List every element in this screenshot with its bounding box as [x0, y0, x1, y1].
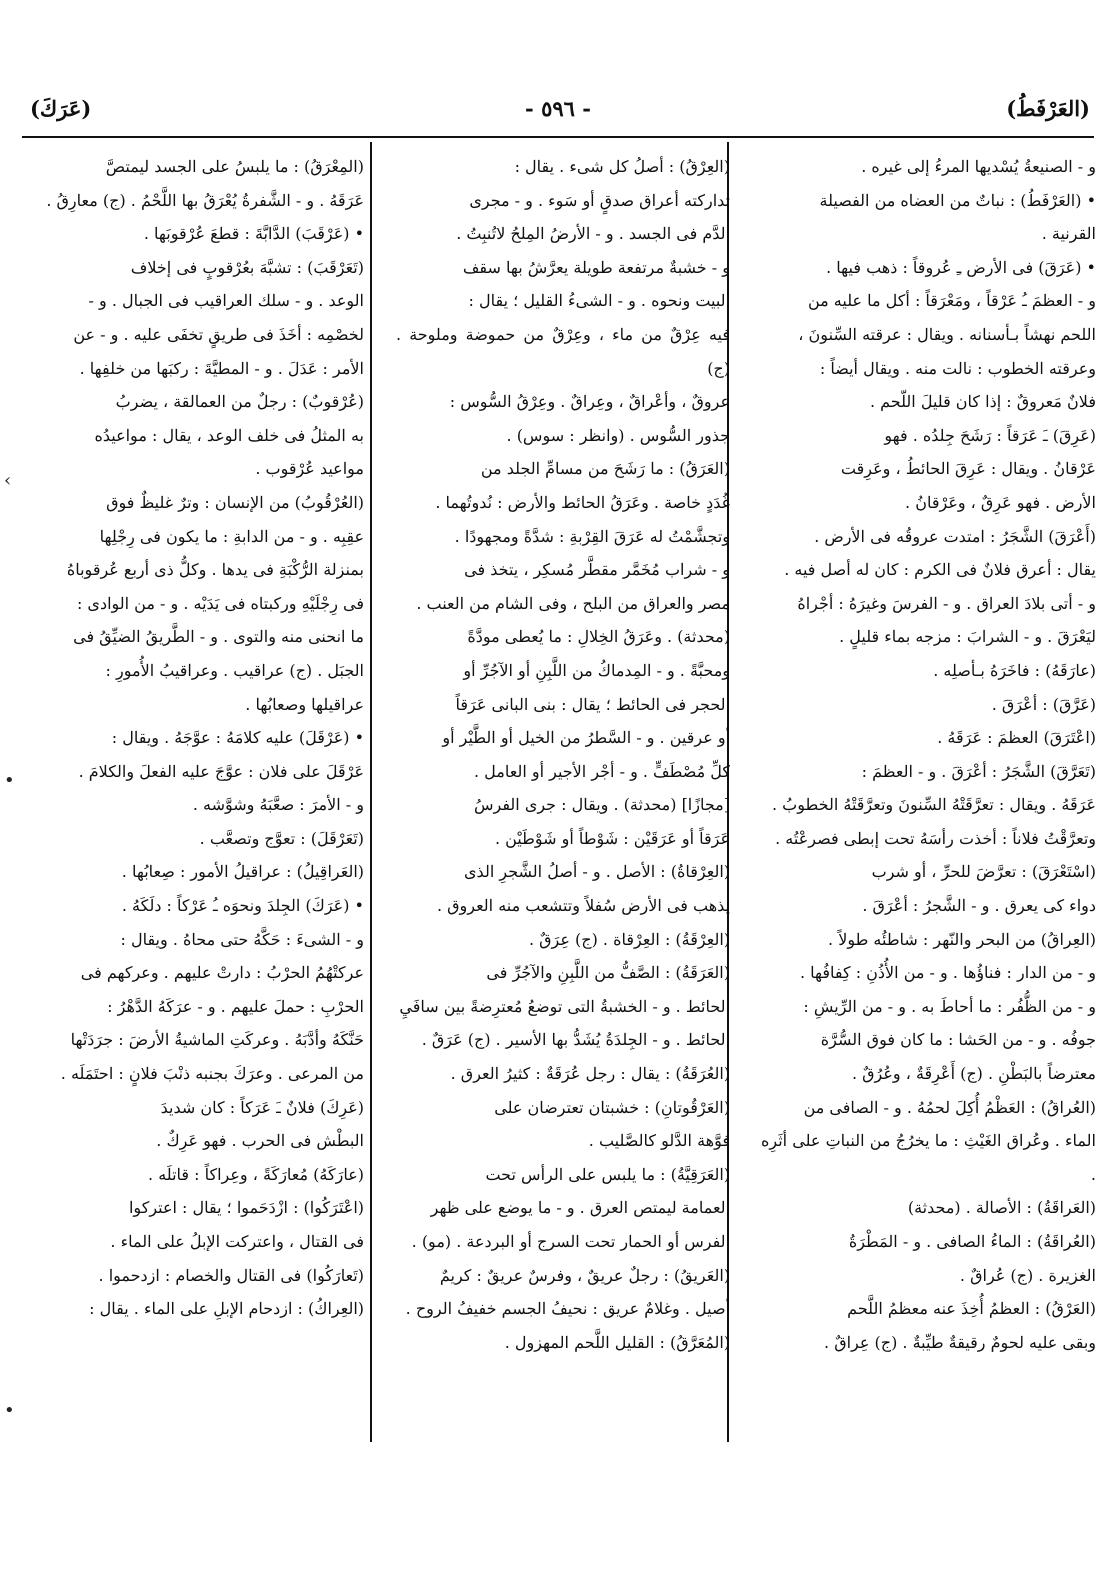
- entry-line: كلِّ مُصْطَفٍّ . و - أجْر الأجير أو العامل .: [474, 761, 730, 781]
- entry-line: الجبَل . (ج) عراقيب . وعراقيبُ الأُمورِ :: [105, 660, 364, 680]
- entry-line: و - الأمرَ : صعَّبَهُ وشوَّشه .: [192, 795, 364, 815]
- column-1: [761, 150, 1096, 1359]
- entry-line: (العَريقُ) : رجلٌ عريقٌ ، وفرسٌ عريقٌ : كريمٌ: [439, 1265, 730, 1285]
- entry-line: (العُرْقُوبُ) من الإنسان : وترٌ غليظٌ فوق: [106, 492, 364, 512]
- entry-line: [مجازًا] (محدثة) . ويقال : جرى الفرسُ: [473, 795, 730, 815]
- entry-line: (عُرْقوبٌ) : رجلٌ من العمالقة ، يضربُ: [115, 392, 364, 412]
- entry-line: (العَراقَةُ) : الأصالة . (محدثة): [907, 1198, 1096, 1218]
- entry-line: • (عَرْقَلَ) عليه كلامَهُ : عوَّجَهُ . ويقال :: [111, 728, 364, 748]
- entry-line: (العِراكُ) : ازدحام الإبلِ على الماء . يقال :: [89, 1299, 364, 1319]
- entry-line: (اعْتَرَكُوا) : ازْدَحَموا ؛ يقال : اعتركوا: [128, 1198, 364, 1218]
- entry-line: (العَرْقُ) : العظمُ أُخِذَ عنه معظمُ اللَّحم: [847, 1299, 1096, 1319]
- entry-line: الدَّم فى الجسد . و - الأرضُ المِلحُ لاتُنبِتُ .: [456, 224, 730, 244]
- entry-line: (العِرْقُ) : أصلُ كل شىء . يقال :: [514, 157, 730, 176]
- column-3: [30, 150, 364, 1326]
- entry-line: وعرقته الخطوب : نالت منه . ويقال أيضاً :: [819, 358, 1096, 378]
- entry-line: الأرض . فهو عَرِقٌ ، وعَرْقانُ .: [905, 492, 1096, 512]
- entry-line: مواعيد عُرْقوب .: [255, 459, 364, 479]
- entry-line: و - خشبةٌ مرتفعة طويلة يعرَّشُ بها سقف: [462, 257, 730, 277]
- entry-line: به المثلُ فى خلف الوعد ، يقال : مواعيدُه: [94, 425, 364, 445]
- entry-line: و - من الظُّفُر : ما أحاطَ به . و - من الرِّيشِ :: [803, 996, 1096, 1016]
- entry-line: الحائط . و - الجِلدَةُ يُشَدُّ بها الأسير . (ج) عَرَقٌ .: [421, 1030, 730, 1050]
- entry-line: (تَعارَكُوا) فى القتال والخصام : ازدحموا .: [98, 1265, 364, 1285]
- entry-line: • (عَرَقَ) فى الأرض ـِ عُروقاً : ذهب فيها .: [826, 257, 1096, 277]
- entry-line: ما انحنى منه والتوى . و - الطَّريقُ الضيِّقُ فى: [73, 627, 364, 647]
- entry-line: فى القتال ، واعتركت الإبلُ على الماء .: [110, 1232, 364, 1251]
- entry-line: (العَرَقِيَّةُ) : ما يلبس على الرأس تحت: [485, 1164, 730, 1184]
- entry-line: معترضاً بالبَطْنِ . (ج) أَعْرِقَةٌ ، وعُرُقٌ .: [851, 1064, 1096, 1084]
- header-last-entry: (عَرَكَ): [30, 96, 92, 121]
- entry-line: (العَراقِيلُ) : عراقيلُ الأمور : صِعابُها .: [121, 862, 364, 882]
- entry-line: (العَرَقَةُ) : الصَّفُّ من اللَّبِنِ والآجُرِّ فى: [486, 963, 730, 983]
- entry-line: (العَرَقُ) : ما رَشَحَ من مسامِّ الجلد من: [480, 459, 730, 479]
- entry-line: وتعرَّقْتُ فلاناً : أخذت رأسَهُ تحت إبطى فصرعْتُه .: [775, 828, 1096, 848]
- entry-line: (تَعَرْقَبَ) : تشبَّهَ بعُرْقوبٍ فى إخلاف: [130, 257, 364, 277]
- entry-line: • (عَرَكَ) الجِلدَ ونحوَه ـُ عَرْكاً : دلَكَهُ .: [121, 896, 364, 916]
- entry-line: عَرْقَلَ على فلان : عوَّجَ عليه الفعلَ والكلامَ .: [78, 761, 364, 781]
- entry-line: فيه عِرْقٌ من ماء ، وعِرْقٌ من حموضة وملوحة . (ج): [396, 324, 730, 378]
- entry-line: عراقيلها وصعابُها .: [245, 694, 364, 714]
- entry-line: الغزيرة . (ج) عُراقٌ .: [959, 1265, 1096, 1285]
- entry-line: عقِبِه . و - من الدابةِ : ما يكون فى رِجْلِها: [99, 526, 364, 546]
- entry-line: اللحم نهشاً بـأسنانه . ويقال : عرقته السِّنونَ ،: [798, 324, 1096, 344]
- column-separator: [370, 142, 372, 1442]
- entry-line: العمامة ليمتص العرق . و - ما يوضع على ظهر: [430, 1198, 730, 1218]
- entry-line: • (عَرْقَبَ) الدَّابَّةَ : قطعَ عُرْقوبَها .: [143, 224, 364, 244]
- entry-line: (تَعَرَّقَ) الشَّجَرُ : أعْرَقَ . و - العظمَ :: [861, 761, 1096, 781]
- entry-line: عَرَقَهُ . و - الشَّفرةُ يُعْرَقُ بها اللَّحْمُ . (ج) معارِقُ .: [46, 190, 364, 210]
- entry-line: (أَعْرَقَ) الشَّجَرُ : امتدت عروقُه فى الأرض .: [814, 526, 1096, 546]
- entry-line: غُدَدٍ خاصة . وعَرَقُ الحائط والأرض : نُدوتُهما .: [435, 492, 730, 512]
- entry-line: و - العظمَ ـُ عَرْقاً ، ومَعْرَقاً : أكل ما عليه من: [807, 291, 1096, 311]
- entry-line: (العِراقُ) من البحر والنّهر : شاطئُه طولاً .: [828, 929, 1096, 949]
- entry-line: (اسْتَعْرَقَ) : تعرَّضَ للحرِّ ، أو شرب: [871, 862, 1096, 882]
- entry-line: (العُرَقَةُ) : يقال : رجل عُرَقَةٌ : كثيرُ العرق .: [450, 1064, 730, 1084]
- entry-line: (عارَقَهُ) : فاخَرَهُ بـأصلِه .: [933, 660, 1096, 680]
- entry-line: عَرَقَهُ . ويقال : تعرَّقَتْهُ السِّنونَ وتعرَّقَتْهُ الخطوبُ .: [772, 795, 1096, 815]
- entry-line: البطْش فى الحرب . فهو عَرِكٌ .: [156, 1131, 364, 1151]
- entry-line: (العِرْقاةُ) : الأصل . و - أصلُ الشَّجرِ الذى: [464, 862, 730, 882]
- entry-line: (العِرْقَةُ) : العِرْقاة . (ج) عِرَقٌ .: [528, 929, 730, 949]
- entry-line: يذهب فى الأرض سُفلاً وتتشعب منه العروق .: [436, 896, 730, 916]
- entry-line: تداركته أعراق صدقٍ أو سَوء . و - مجرى: [469, 190, 730, 210]
- entry-line: (عَرَّقَ) : أعْرَقَ .: [991, 694, 1096, 714]
- entry-line: و - شراب مُخَمَّر مقطَّر مُسكِر ، يتخذ فى: [464, 560, 730, 580]
- header-first-entry: (العَرْفَطُ): [1006, 96, 1090, 121]
- entry-line: الوعد . و - سلك العراقيب فى الجبال . و -: [88, 291, 364, 311]
- entry-line: و - الصنيعةُ يُسْديها المرءُ إلى غيره .: [861, 157, 1096, 176]
- entry-line: لخصْمِه : أخَذَ فى طريقٍ تخفَى عليه . و - عن: [73, 324, 364, 344]
- entry-line: (المِعْرَقُ) : ما يلبسُ على الجسد ليمتصَّ: [105, 157, 364, 176]
- entry-line: و - أتى بلادَ العراق . و - الفرسَ وغيرَهُ : أجْراهُ: [797, 593, 1096, 613]
- entry-line: (العُراقَةُ) : الماءُ الصافى . و - المَطْرَةُ: [848, 1232, 1096, 1251]
- entry-line: يقال : أعرق فلانٌ فى الكرم : كان له أصل فيه .: [784, 560, 1096, 580]
- entry-line: (اعْتَرَقَ) العظمَ : عَرَقَهُ .: [937, 728, 1096, 748]
- entry-line: جذور السُّوس . (وانظر : سوس) .: [506, 425, 730, 445]
- entry-line: بمنزلة الرُّكْبَةِ فى يدها . وكلُّ ذى أربع عُرقوباهُ: [66, 560, 364, 580]
- entry-line: الفرس أو الحمار تحت السرج أو البردعة . (مو) .: [411, 1232, 730, 1251]
- entry-line: ليَعْرَقَ . و - الشرابَ : مزجه بماء قليلٍ .: [839, 627, 1096, 647]
- entry-line: وتجشَّمْتُ له عَرَقَ القِرْبةِ : شدَّةً ومجهودًا .: [454, 526, 730, 546]
- entry-line: (عَرِقَ) ـَ عَرَقاً : رَشَحَ جِلدُه . فهو: [884, 425, 1096, 445]
- entry-line: مصر والعراق من البلح ، وفى الشام من العنب .: [416, 593, 730, 613]
- entry-line: القرنية .: [1041, 224, 1096, 244]
- entry-line: عروقٌ ، وأعْراقٌ ، وعِراقٌ . وعِرْقُ السُّوس :: [449, 392, 730, 412]
- entry-line: و - من الدار : فناؤُها . و - من الأُذُنِ : كِفافُها .: [799, 963, 1096, 983]
- entry-line: حَنَّكَهُ وأدَّبَهُ . وعركَتِ الماشيةُ الأرضَ : جرَدَتْها: [70, 1030, 364, 1050]
- page-header: [22, 96, 1094, 132]
- entry-line: ومحبَّةً . و - المِدماكُ من اللَّبِنِ أو الآجُرِّ أو: [463, 660, 730, 680]
- entry-line: (المُعَرَّقُ) : القليل اللَّحم المهزول .: [504, 1332, 730, 1352]
- entry-line: البيت ونحوه . و - الشىءُ القليل ؛ يقال :: [468, 291, 730, 311]
- entry-line: دواء كى يعرق . و - الشَّجرُ : أعْرَقَ .: [862, 896, 1096, 916]
- entry-line: عركتْهُمُ الحرْبُ : دارتْ عليهم . وعركهم فى: [80, 963, 364, 983]
- entry-line: الحائط . و - الخشبةُ التى توضعُ مُعترِضةً بين سافَيِ: [399, 996, 730, 1016]
- margin-mark: •: [4, 770, 15, 791]
- entry-line: • (العَرْفَطُ) : نباتٌ من العضاه من الفصيلة: [819, 190, 1096, 210]
- entry-line: الحرْبِ : حملَ عليهم . و - عرَكَهُ الدَّهْرُ :: [107, 996, 364, 1016]
- entry-line: عَرْقانُ . ويقال : عَرِقَ الحائطُ ، وعَرِقت: [840, 459, 1096, 479]
- entry-line: عَرَقاً أو عَرَقَيْن : شَوْطاً أو شَوْطَيْن .: [494, 828, 730, 848]
- entry-line: و - الشىءَ : حَكَّهُ حتى محاهُ . ويقال :: [120, 929, 364, 949]
- entry-line: من المرعى . وعرَكَ بجنبه ذنْبَ فلانٍ : احتَمَلَه .: [60, 1064, 364, 1084]
- entry-line: جوفُه . و - من الحَشا : ما كان فوق السُّرَّة: [820, 1030, 1096, 1050]
- entry-line: (عَرِكَ) فلانٌ ـَ عَرَكاً : كان شديدَ: [160, 1097, 364, 1117]
- entry-line: (تَعَرْقَلَ) : تعوَّج وتصعَّب .: [199, 828, 364, 848]
- entry-line: الماء . وعُراق الغَيْثِ : ما يخرُجُ من النباتِ على أثَرِه .: [761, 1131, 1096, 1184]
- entry-line: (العَرْقُوتانِ) : خشبتان تعترضان على: [494, 1097, 730, 1117]
- header-rule: [22, 136, 1094, 138]
- margin-mark: •: [4, 1400, 15, 1421]
- entry-line: فوَّهة الدَّلو كالصَّليب .: [588, 1131, 730, 1151]
- entry-line: (محدثة) . وعَرَقُ الخِلالِ : ما يُعطى مودَّةً: [467, 627, 730, 647]
- entry-line: فى رِجْلَيْهِ وركبتاه فى يَدَيْه . و - من الوادى :: [76, 593, 364, 613]
- entry-line: الأمر : عَدَلَ . و - المطيَّةَ : ركبَها من خلفِها .: [79, 358, 364, 378]
- margin-mark: ›: [4, 470, 12, 491]
- entry-line: أصيل . وغلامٌ عريق : نحيفُ الجسم خفيفُ الروح .: [405, 1299, 730, 1319]
- entry-line: أو عرقين . و - السَّطرُ من الخيل أو الطَّيْر أو: [442, 728, 730, 748]
- entry-line: الحجر فى الحائط ؛ يقال : بنى البانى عَرَقاً: [455, 694, 730, 714]
- page-number: - ٥٩٦ -: [525, 96, 591, 121]
- entry-line: فلانٌ مَعروقٌ : إذا كان قليلَ اللّحم .: [869, 392, 1096, 412]
- entry-line: وبقى عليه لحومٌ رقيقةٌ طيِّبةٌ . (ج) عِراقٌ .: [824, 1332, 1096, 1352]
- entry-line: (العُراقُ) : العَظْمُ أُكِلَ لحمُهُ . و - الصافى من: [803, 1097, 1096, 1117]
- column-2: [396, 150, 730, 1359]
- entry-line: (عارَكَهُ) مُعارَكَةً ، وعِراكاً : قاتلَه .: [148, 1164, 364, 1184]
